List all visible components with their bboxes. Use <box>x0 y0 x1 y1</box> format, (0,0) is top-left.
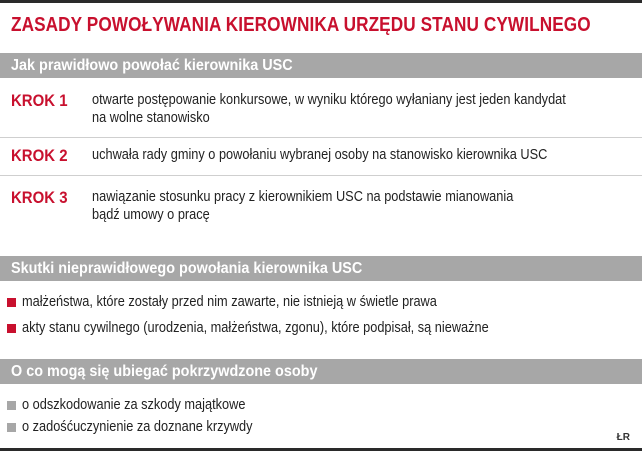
step-3-text <box>92 188 585 224</box>
step-2-line-1: uchwała rady gminy o powołaniu wybranej osoby na stanowisko kierownika USC <box>92 147 548 163</box>
section-header-how-label: Jak prawidłowo powołać kierownika USC <box>11 57 293 74</box>
red-square-bullet-icon <box>7 324 16 333</box>
author-credit: ŁR <box>616 432 630 443</box>
claim-item-2: o zadośćuczynienie za doznane krzywdy <box>22 419 253 435</box>
section-header-effects <box>0 256 642 281</box>
red-square-bullet-icon <box>7 298 16 307</box>
grey-square-bullet-icon <box>7 401 16 410</box>
divider <box>0 137 642 138</box>
section-header-claims <box>0 359 642 384</box>
step-1-line-2: na wolne stanowisko <box>92 110 210 126</box>
step-3-line-1: nawiązanie stosunku pracy z kierownikiem USC na podstawie mianowania <box>92 189 514 205</box>
list-item <box>7 417 284 437</box>
step-3-line-2: bądź umowy o pracę <box>92 207 210 223</box>
section-header-how <box>0 53 642 78</box>
step-2-text <box>92 146 585 164</box>
grey-square-bullet-icon <box>7 423 16 432</box>
section-header-effects-label: Skutki nieprawidłowego powołania kierownika USC <box>11 260 363 277</box>
divider <box>0 175 642 176</box>
top-rule <box>0 0 642 3</box>
list-item <box>7 318 552 338</box>
step-2-label: KROK 2 <box>11 146 68 165</box>
claim-item-1: o odszkodowanie za szkody majątkowe <box>22 397 246 413</box>
list-item <box>7 395 276 415</box>
effect-item-2: akty stanu cywilnego (urodzenia, małżeństwa, zgonu), które podpisał, są nieważne <box>22 320 489 336</box>
step-1-line-1: otwarte postępowanie konkursowe, w wyniku którego wyłaniany jest jeden kandydat <box>92 92 566 108</box>
page-title: ZASADY POWOŁYWANIA KIEROWNIKA URZĘDU STANU CYWILNEGO <box>11 14 591 36</box>
list-item <box>7 292 493 312</box>
step-1-label: KROK 1 <box>11 91 68 110</box>
effect-item-1: małżeństwa, które zostały przed nim zawarte, nie istnieją w świetle prawa <box>22 294 437 310</box>
step-3-label: KROK 3 <box>11 188 68 207</box>
step-1-text <box>92 91 585 127</box>
section-header-claims-label: O co mogą się ubiegać pokrzywdzone osoby <box>11 363 318 380</box>
